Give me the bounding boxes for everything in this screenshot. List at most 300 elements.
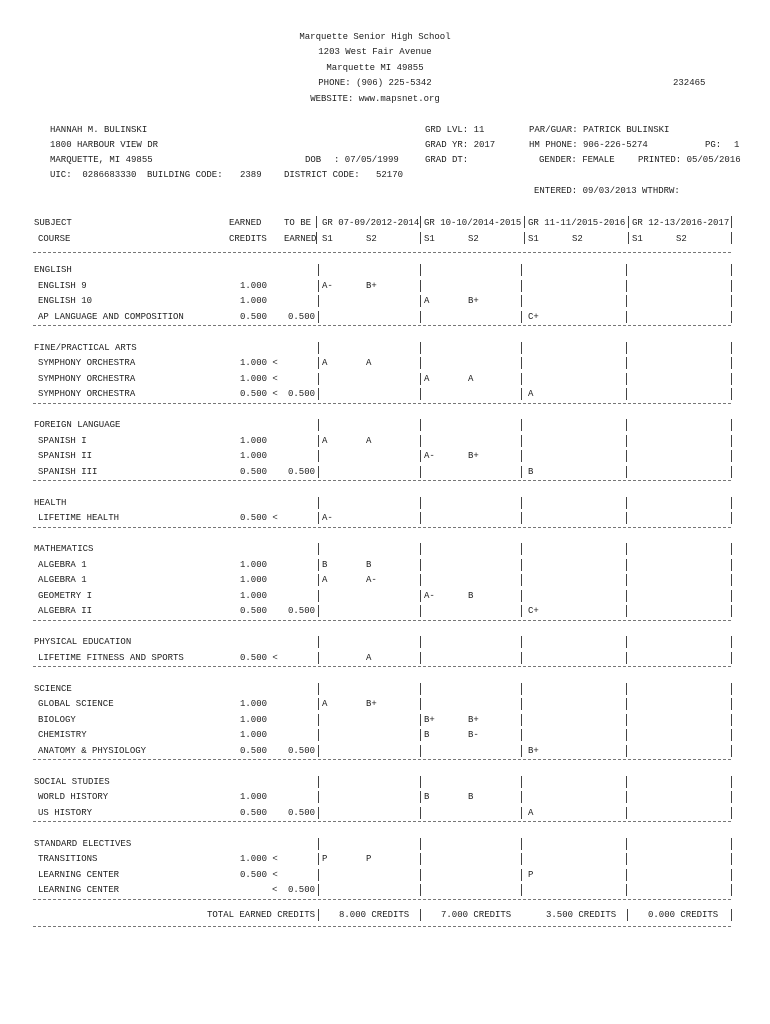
dob-label: DOB xyxy=(305,155,322,165)
column-divider xyxy=(420,373,421,385)
school-city: Marquette MI 49855 xyxy=(326,63,424,73)
earned-credits: 1.000 < xyxy=(240,373,278,384)
total-earned-label: TOTAL EARNED CREDITS xyxy=(207,910,316,920)
to-be-header: TO BE xyxy=(284,218,312,228)
column-divider xyxy=(521,497,522,509)
column-divider xyxy=(420,264,421,276)
grade-cell: B xyxy=(424,792,430,802)
column-divider xyxy=(318,590,319,602)
column-divider xyxy=(521,419,522,431)
column-divider xyxy=(420,419,421,431)
column-divider xyxy=(626,559,627,571)
column-divider xyxy=(318,776,319,788)
column-divider xyxy=(316,216,317,228)
column-divider xyxy=(731,909,732,921)
column-divider xyxy=(318,652,319,664)
subject-header: SUBJECT xyxy=(34,218,72,228)
grade-cell: P xyxy=(322,854,328,864)
column-divider xyxy=(731,605,732,617)
course-header: COURSE xyxy=(38,234,71,244)
grade-cell: A xyxy=(366,652,372,663)
column-divider xyxy=(318,791,319,803)
course-name: SYMPHONY ORCHESTRA xyxy=(38,373,136,384)
grade-cell: A- xyxy=(322,280,333,291)
column-divider xyxy=(521,357,522,369)
column-divider xyxy=(731,497,732,509)
earned-credits: 1.000 xyxy=(240,699,268,709)
grade-cell: C+ xyxy=(528,606,539,616)
column-divider xyxy=(318,435,319,447)
column-divider xyxy=(626,497,627,509)
grade-cell: A xyxy=(468,373,474,384)
building-code: 2389 xyxy=(240,170,262,180)
column-divider xyxy=(626,791,627,803)
student-uic: UIC: 0286683330 xyxy=(50,170,137,180)
column-divider xyxy=(521,698,522,710)
column-divider xyxy=(318,280,319,292)
grade-level: GRD LVL: 11 xyxy=(425,125,485,135)
column-divider xyxy=(626,419,627,431)
column-divider xyxy=(521,295,522,307)
column-divider xyxy=(731,745,732,757)
to-be-earned-credits: 0.500 xyxy=(288,389,316,399)
grade-cell: B+ xyxy=(468,451,479,461)
earned-credits: 0.500 xyxy=(240,807,268,818)
section-divider xyxy=(33,620,731,621)
total-credits: 7.000 CREDITS xyxy=(441,910,512,920)
column-divider xyxy=(626,869,627,881)
subject-name: SOCIAL STUDIES xyxy=(34,776,110,787)
column-divider xyxy=(318,745,319,757)
column-divider xyxy=(626,714,627,726)
column-divider xyxy=(318,450,319,462)
grade-cell: A- xyxy=(424,451,435,461)
grade-cell: A- xyxy=(424,590,435,601)
column-divider xyxy=(521,683,522,695)
course-name: WORLD HISTORY xyxy=(38,792,109,802)
column-divider xyxy=(420,559,421,571)
earned-credits: 1.000 < xyxy=(240,358,278,368)
column-divider xyxy=(420,216,421,228)
dob: : 07/05/1999 xyxy=(334,155,399,165)
total-credits: 0.000 CREDITS xyxy=(648,910,719,920)
grade-cell: A xyxy=(424,373,430,384)
column-divider xyxy=(626,652,627,664)
column-divider xyxy=(626,605,627,617)
semester-1-header: S1 xyxy=(424,234,435,244)
column-divider xyxy=(626,311,627,323)
column-divider xyxy=(420,853,421,865)
column-divider xyxy=(318,357,319,369)
column-divider xyxy=(626,636,627,648)
grade-cell: A xyxy=(366,435,372,446)
column-divider xyxy=(521,512,522,524)
column-divider xyxy=(731,791,732,803)
grade-cell: B xyxy=(528,466,534,477)
course-name: ALGEBRA II xyxy=(38,606,93,616)
column-divider xyxy=(420,838,421,850)
column-divider xyxy=(521,342,522,354)
column-divider xyxy=(318,605,319,617)
course-name: BIOLOGY xyxy=(38,714,76,725)
course-name: ENGLISH 10 xyxy=(38,296,93,306)
column-divider xyxy=(420,652,421,664)
gender: GENDER: FEMALE xyxy=(539,155,615,165)
grade-cell: P xyxy=(528,869,534,880)
column-divider xyxy=(731,698,732,710)
grade-cell: B+ xyxy=(366,699,377,709)
column-divider xyxy=(521,838,522,850)
grade-cell: B xyxy=(366,559,372,570)
district-code-label: DISTRICT CODE: xyxy=(284,170,360,180)
column-divider xyxy=(318,838,319,850)
column-divider xyxy=(420,497,421,509)
earned-credits: 0.500 xyxy=(240,466,268,477)
grade-cell: A- xyxy=(366,575,377,585)
column-divider xyxy=(731,683,732,695)
column-divider xyxy=(626,543,627,555)
course-name: ALGEBRA 1 xyxy=(38,575,87,585)
column-divider xyxy=(626,729,627,741)
column-divider xyxy=(626,388,627,400)
column-divider xyxy=(318,497,319,509)
column-divider xyxy=(420,311,421,323)
column-divider xyxy=(521,605,522,617)
to-be-earned-credits: 0.500 xyxy=(288,885,316,895)
school-phone: PHONE: (906) 225-5342 xyxy=(318,78,432,88)
column-divider xyxy=(521,373,522,385)
course-name: SPANISH II xyxy=(38,451,93,461)
course-name: LEARNING CENTER xyxy=(38,885,120,895)
column-divider xyxy=(626,838,627,850)
subject-name: ENGLISH xyxy=(34,265,72,275)
grade-cell: A- xyxy=(322,513,333,523)
column-divider xyxy=(318,853,319,865)
column-divider xyxy=(731,280,732,292)
earned-credits: 0.500 xyxy=(240,311,268,322)
semester-2-header: S2 xyxy=(676,234,687,244)
column-divider xyxy=(420,512,421,524)
column-divider xyxy=(318,419,319,431)
page-number: 1 xyxy=(734,140,740,150)
column-divider xyxy=(420,884,421,896)
column-divider xyxy=(318,543,319,555)
to-be-earned-credits: 0.500 xyxy=(288,606,316,616)
column-divider xyxy=(420,357,421,369)
column-divider xyxy=(731,807,732,819)
column-divider xyxy=(420,590,421,602)
earned-credits: 1.000 xyxy=(240,714,268,725)
column-divider xyxy=(420,295,421,307)
course-name: US HISTORY xyxy=(38,807,93,818)
column-divider xyxy=(521,559,522,571)
section-divider xyxy=(33,899,731,900)
earned-credits: 0.500 xyxy=(240,745,268,756)
column-divider xyxy=(731,574,732,586)
column-divider xyxy=(731,776,732,788)
column-divider xyxy=(521,636,522,648)
column-divider xyxy=(731,466,732,478)
year-header: GR 07-09/2012-2014 xyxy=(322,218,420,228)
column-divider xyxy=(626,574,627,586)
grade-cell: A xyxy=(322,435,328,446)
column-divider xyxy=(731,853,732,865)
column-divider xyxy=(318,807,319,819)
column-divider xyxy=(318,342,319,354)
to-be-earned-credits: 0.500 xyxy=(288,466,316,477)
column-divider xyxy=(521,853,522,865)
column-divider xyxy=(521,311,522,323)
column-divider xyxy=(318,683,319,695)
column-divider xyxy=(521,264,522,276)
column-divider xyxy=(731,216,732,228)
column-divider xyxy=(420,450,421,462)
grade-cell: A xyxy=(322,358,328,368)
student-city: MARQUETTE, MI 49855 xyxy=(50,155,153,165)
column-divider xyxy=(524,232,525,244)
grad-year: GRAD YR: 2017 xyxy=(425,140,496,150)
earned-credits: 1.000 xyxy=(240,575,268,585)
grade-cell: C+ xyxy=(528,311,539,322)
course-name: ALGEBRA 1 xyxy=(38,559,87,570)
to-be-earned-credits: 0.500 xyxy=(288,807,316,818)
column-divider xyxy=(628,216,629,228)
column-divider xyxy=(521,776,522,788)
earned-header: EARNED xyxy=(229,218,262,228)
section-divider xyxy=(33,821,731,822)
course-name: ANATOMY & PHYSIOLOGY xyxy=(38,745,147,756)
column-divider xyxy=(521,869,522,881)
grad-date: GRAD DT: xyxy=(425,155,469,165)
column-divider xyxy=(420,435,421,447)
column-divider xyxy=(318,698,319,710)
semester-1-header: S1 xyxy=(632,234,643,244)
school-street: 1203 West Fair Avenue xyxy=(318,47,432,57)
column-divider xyxy=(626,512,627,524)
column-divider xyxy=(318,884,319,896)
earned-credits: 0.500 < xyxy=(240,513,278,523)
course-name: TRANSITIONS xyxy=(38,854,98,864)
column-divider xyxy=(318,311,319,323)
subject-name: FOREIGN LANGUAGE xyxy=(34,420,121,430)
column-divider xyxy=(318,559,319,571)
grade-cell: A xyxy=(528,389,534,399)
column-divider xyxy=(420,605,421,617)
earned-credits: 1.000 xyxy=(240,280,268,291)
column-divider xyxy=(420,574,421,586)
column-divider xyxy=(318,295,319,307)
subject-name: SCIENCE xyxy=(34,683,72,694)
grade-cell: A xyxy=(528,807,534,818)
column-divider xyxy=(626,264,627,276)
earned-credits: 1.000 < xyxy=(240,854,278,864)
header-divider xyxy=(33,252,731,253)
subject-name: STANDARD ELECTIVES xyxy=(34,838,132,849)
column-divider xyxy=(731,559,732,571)
building-code-label: BUILDING CODE: xyxy=(147,170,223,180)
subject-name: PHYSICAL EDUCATION xyxy=(34,637,132,647)
parent-guardian: PAR/GUAR: PATRICK BULINSKI xyxy=(529,125,670,135)
section-divider xyxy=(33,759,731,760)
section-divider xyxy=(33,666,731,667)
district-code: 52170 xyxy=(376,170,404,180)
grade-cell: A xyxy=(366,358,372,368)
column-divider xyxy=(420,729,421,741)
course-name: SPANISH I xyxy=(38,435,87,446)
column-divider xyxy=(731,311,732,323)
column-divider xyxy=(420,683,421,695)
column-divider xyxy=(420,791,421,803)
column-divider xyxy=(521,388,522,400)
section-divider xyxy=(33,527,731,528)
grade-cell: A xyxy=(322,699,328,709)
credits-header: CREDITS xyxy=(229,234,267,244)
column-divider xyxy=(628,232,629,244)
column-divider xyxy=(731,590,732,602)
column-divider xyxy=(626,698,627,710)
column-divider xyxy=(420,776,421,788)
course-name: SPANISH III xyxy=(38,466,98,477)
grade-cell: B- xyxy=(468,730,479,740)
column-divider xyxy=(626,807,627,819)
year-header: GR 12-13/2016-2017 xyxy=(632,218,730,228)
column-divider xyxy=(626,853,627,865)
column-divider xyxy=(731,232,732,244)
year-header: GR 10-10/2014-2015 xyxy=(424,218,522,228)
column-divider xyxy=(521,574,522,586)
earned-credits: 1.000 xyxy=(240,792,268,802)
column-divider xyxy=(731,512,732,524)
column-divider xyxy=(731,419,732,431)
column-divider xyxy=(318,729,319,741)
earned-credits: 0.500 xyxy=(240,606,268,616)
course-name: LIFETIME FITNESS AND SPORTS xyxy=(38,652,184,663)
course-name: LEARNING CENTER xyxy=(38,869,120,880)
column-divider xyxy=(626,683,627,695)
column-divider xyxy=(626,295,627,307)
column-divider xyxy=(521,714,522,726)
total-credits: 3.500 CREDITS xyxy=(546,910,617,920)
column-divider xyxy=(626,373,627,385)
to-be-earned-credits: 0.500 xyxy=(288,311,316,322)
earned-credits: 1.000 xyxy=(240,296,268,306)
column-divider xyxy=(420,543,421,555)
column-divider xyxy=(731,295,732,307)
column-divider xyxy=(626,745,627,757)
column-divider xyxy=(521,745,522,757)
course-name: GEOMETRY I xyxy=(38,590,93,601)
column-divider xyxy=(521,652,522,664)
column-divider xyxy=(521,590,522,602)
column-divider xyxy=(420,388,421,400)
column-divider xyxy=(731,652,732,664)
printed-date: PRINTED: 05/05/2016 xyxy=(638,155,741,165)
column-divider xyxy=(731,450,732,462)
earned-credits: 1.000 xyxy=(240,451,268,461)
column-divider xyxy=(731,636,732,648)
to-be-earned-credits: 0.500 xyxy=(288,745,316,756)
subject-name: FINE/PRACTICAL ARTS xyxy=(34,342,137,353)
course-name: SYMPHONY ORCHESTRA xyxy=(38,358,136,368)
column-divider xyxy=(626,884,627,896)
school-website: WEBSITE: www.mapsnet.org xyxy=(310,94,440,104)
column-divider xyxy=(521,884,522,896)
student-address: 1800 HARBOUR VIEW DR xyxy=(50,140,159,150)
column-divider xyxy=(420,745,421,757)
column-divider xyxy=(420,698,421,710)
school-name: Marquette Senior High School xyxy=(299,32,451,42)
grade-cell: B+ xyxy=(366,280,377,291)
grade-cell: B+ xyxy=(468,714,479,725)
school-id: 232465 xyxy=(673,78,706,88)
grade-cell: B xyxy=(468,792,474,802)
column-divider xyxy=(626,776,627,788)
column-divider xyxy=(521,466,522,478)
earned-credits: < xyxy=(272,885,278,895)
column-divider xyxy=(521,729,522,741)
column-divider xyxy=(420,714,421,726)
column-divider xyxy=(521,543,522,555)
column-divider xyxy=(524,216,525,228)
semester-1-header: S1 xyxy=(322,234,333,244)
grade-cell: B+ xyxy=(424,714,435,725)
grade-cell: B xyxy=(424,730,430,740)
section-divider xyxy=(33,403,731,404)
column-divider xyxy=(521,807,522,819)
column-divider xyxy=(731,729,732,741)
semester-1-header: S1 xyxy=(528,234,539,244)
column-divider xyxy=(316,232,317,244)
subject-name: MATHEMATICS xyxy=(34,544,94,554)
column-divider xyxy=(626,357,627,369)
column-divider xyxy=(731,357,732,369)
grade-cell: P xyxy=(366,854,372,864)
column-divider xyxy=(731,543,732,555)
column-divider xyxy=(626,342,627,354)
column-divider xyxy=(318,714,319,726)
column-divider xyxy=(731,838,732,850)
column-divider xyxy=(318,574,319,586)
course-name: ENGLISH 9 xyxy=(38,280,87,291)
grade-cell: B+ xyxy=(528,745,539,756)
column-divider xyxy=(318,264,319,276)
column-divider xyxy=(731,264,732,276)
course-name: GLOBAL SCIENCE xyxy=(38,699,114,709)
column-divider xyxy=(318,512,319,524)
column-divider xyxy=(521,280,522,292)
column-divider xyxy=(318,388,319,400)
column-divider xyxy=(731,388,732,400)
column-divider xyxy=(521,435,522,447)
total-credits: 8.000 CREDITS xyxy=(339,910,410,920)
column-divider xyxy=(731,869,732,881)
entered-date: ENTERED: 09/03/2013 WTHDRW: xyxy=(534,186,680,196)
grade-cell: B xyxy=(322,559,328,570)
earned-credits: 0.500 < xyxy=(240,389,278,399)
course-name: LIFETIME HEALTH xyxy=(38,513,120,523)
column-divider xyxy=(731,884,732,896)
column-divider xyxy=(420,636,421,648)
earned-credits: 1.000 xyxy=(240,730,268,740)
page-label: PG: xyxy=(705,140,722,150)
column-divider xyxy=(420,909,421,921)
column-divider xyxy=(420,342,421,354)
grade-cell: A xyxy=(424,296,430,306)
student-name: HANNAH M. BULINSKI xyxy=(50,125,148,135)
column-divider xyxy=(318,636,319,648)
column-divider xyxy=(318,869,319,881)
column-divider xyxy=(626,280,627,292)
